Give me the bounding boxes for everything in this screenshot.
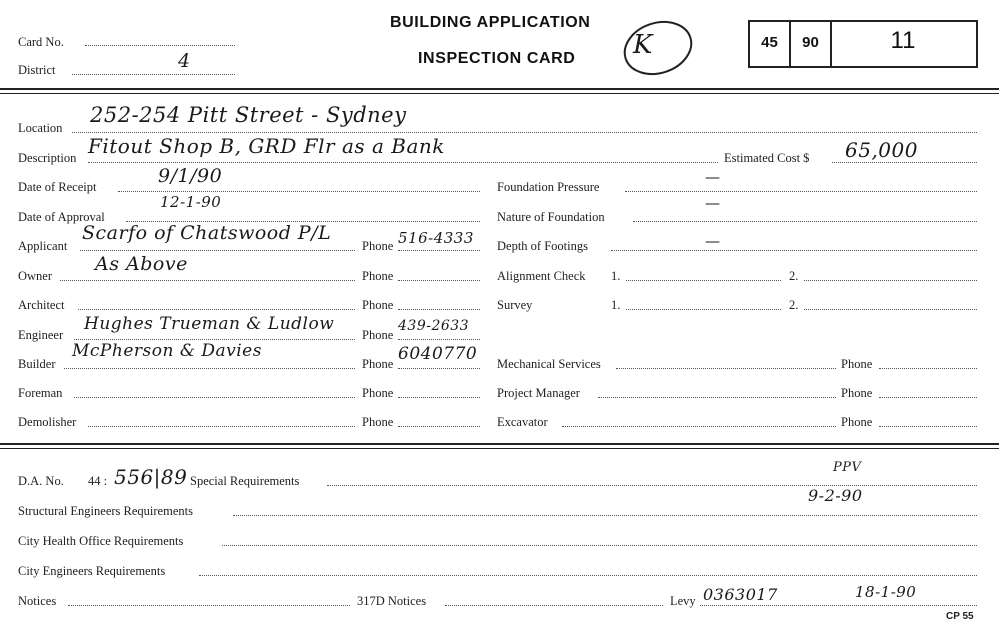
foreman-label: Foreman	[18, 386, 63, 400]
applicant-value: Scarfo of Chatswood P/L	[82, 222, 332, 244]
demolisher-phone-line	[398, 425, 480, 427]
applicant-phone-label: Phone	[362, 239, 394, 253]
card-no-line	[85, 44, 235, 46]
alignment-2-label: 2.	[789, 269, 799, 283]
foundation-pressure-label: Foundation Pressure	[497, 180, 600, 194]
notices-label: Notices	[18, 594, 57, 608]
owner-value: As Above	[95, 253, 188, 275]
depth-footings-value: —	[705, 232, 721, 250]
title-line2: INSPECTION CARD	[418, 50, 576, 67]
special-note-1: PPV	[833, 460, 862, 475]
builder-phone-value: 6040770	[398, 344, 478, 364]
survey-1-line	[626, 308, 781, 310]
footer-code: CP 55	[946, 611, 974, 622]
notices-317-label: 317D Notices	[357, 594, 427, 608]
special-requirements-label: Special Requirements	[190, 474, 300, 488]
builder-line	[64, 367, 355, 369]
applicant-line	[80, 249, 355, 251]
nature-foundation-label: Nature of Foundation	[497, 210, 605, 224]
survey-2-line	[804, 308, 977, 310]
date-receipt-label: Date of Receipt	[18, 180, 97, 194]
date-receipt-value: 9/1/90	[158, 165, 223, 187]
survey-1-label: 1.	[611, 298, 621, 312]
middle-divider	[0, 443, 999, 445]
location-line	[72, 131, 977, 133]
levy-line	[700, 604, 977, 606]
foreman-line	[74, 396, 355, 398]
description-label: Description	[18, 151, 77, 165]
location-value: 252-254 Pitt Street - Sydney	[90, 103, 407, 127]
mechanical-phone-line	[879, 367, 977, 369]
foreman-phone-line	[398, 396, 480, 398]
architect-label: Architect	[18, 298, 65, 312]
depth-footings-label: Depth of Footings	[497, 239, 588, 253]
builder-value: McPherson & Davies	[72, 341, 262, 361]
demolisher-line	[88, 425, 355, 427]
alignment-check-label: Alignment Check	[497, 269, 586, 283]
project-manager-line	[598, 396, 836, 398]
excavator-line	[562, 425, 836, 427]
notices-line	[68, 604, 350, 606]
health-line	[222, 544, 977, 546]
excavator-phone-line	[879, 425, 977, 427]
demolisher-phone-label: Phone	[362, 415, 394, 429]
demolisher-label: Demolisher	[18, 415, 77, 429]
project-manager-label: Project Manager	[497, 386, 580, 400]
mechanical-line	[616, 367, 836, 369]
engineer-phone-line	[398, 338, 480, 340]
depth-footings-line	[611, 249, 977, 251]
district-line	[72, 73, 235, 75]
architect-phone-label: Phone	[362, 298, 394, 312]
date-receipt-line	[118, 190, 480, 192]
architect-phone-line	[398, 308, 480, 310]
alignment-1-label: 1.	[611, 269, 621, 283]
district-label: District	[18, 63, 56, 77]
builder-phone-label: Phone	[362, 357, 394, 371]
city-engineers-label: City Engineers Requirements	[18, 564, 166, 578]
code-b: 90	[802, 34, 819, 51]
excavator-label: Excavator	[497, 415, 548, 429]
foreman-phone-label: Phone	[362, 386, 394, 400]
circled-mark-value: K	[633, 30, 653, 60]
applicant-label: Applicant	[18, 239, 68, 253]
applicant-phone-value: 516-4333	[398, 229, 474, 247]
location-label: Location	[18, 121, 63, 135]
engineer-value: Hughes Trueman & Ludlow	[84, 314, 335, 334]
header-divider	[0, 88, 999, 90]
architect-line	[78, 308, 355, 310]
foundation-pressure-value: —	[705, 168, 721, 186]
levy-date: 18-1-90	[855, 583, 917, 601]
mechanical-label: Mechanical Services	[497, 357, 601, 371]
code-a: 45	[761, 34, 778, 51]
structural-line	[233, 514, 977, 516]
special-requirements-line	[327, 484, 977, 486]
structural-label: Structural Engineers Requirements	[18, 504, 193, 518]
applicant-phone-line	[398, 249, 480, 251]
engineer-phone-label: Phone	[362, 328, 394, 342]
nature-foundation-line	[633, 220, 977, 222]
survey-2-label: 2.	[789, 298, 799, 312]
levy-value: 0363017	[703, 585, 778, 604]
alignment-1-line	[626, 279, 781, 281]
engineer-phone-value: 439-2633	[398, 318, 470, 334]
survey-label: Survey	[497, 298, 533, 312]
date-approval-value: 12-1-90	[160, 193, 222, 211]
mechanical-phone-label: Phone	[841, 357, 873, 371]
owner-line	[60, 279, 355, 281]
project-manager-phone-label: Phone	[841, 386, 873, 400]
code-c: 11	[890, 27, 916, 54]
alignment-2-line	[804, 279, 977, 281]
builder-phone-line	[398, 367, 480, 369]
card-no-label: Card No.	[18, 35, 64, 49]
description-value: Fitout Shop B, GRD Flr as a Bank	[88, 134, 445, 158]
builder-label: Builder	[18, 357, 56, 371]
estimated-cost-value: 65,000	[845, 138, 918, 162]
foundation-pressure-line	[625, 190, 977, 192]
da-prefix: 44 :	[88, 474, 108, 488]
district-value: 4	[178, 50, 191, 72]
project-manager-phone-line	[879, 396, 977, 398]
nature-foundation-value: —	[705, 194, 721, 212]
city-engineers-line	[199, 574, 977, 576]
levy-label: Levy	[670, 594, 696, 608]
engineer-label: Engineer	[18, 328, 64, 342]
estimated-cost-label: Estimated Cost $	[724, 151, 810, 165]
special-note-2: 9-2-90	[808, 486, 863, 505]
health-label: City Health Office Requirements	[18, 534, 184, 548]
title-line1: BUILDING APPLICATION	[390, 14, 591, 31]
description-line	[88, 161, 718, 163]
engineer-line	[74, 338, 355, 340]
da-label: D.A. No.	[18, 474, 64, 488]
owner-label: Owner	[18, 269, 53, 283]
notices-317-line	[445, 604, 663, 606]
date-approval-label: Date of Approval	[18, 210, 105, 224]
da-value: 556|89	[114, 465, 188, 489]
owner-phone-label: Phone	[362, 269, 394, 283]
owner-phone-line	[398, 279, 480, 281]
excavator-phone-label: Phone	[841, 415, 873, 429]
circled-mark-stamp	[612, 14, 698, 80]
